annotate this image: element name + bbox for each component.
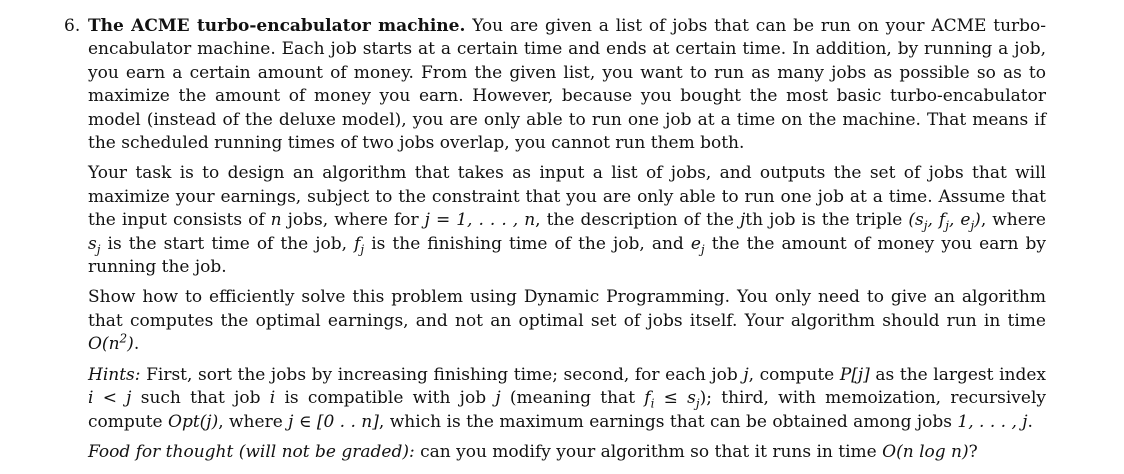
math-j: j xyxy=(740,210,746,231)
math-part: s xyxy=(88,233,97,254)
paragraph-intro xyxy=(88,15,1046,155)
math-bigo-n2 xyxy=(88,331,134,355)
math-fi-le-sj xyxy=(644,388,700,411)
math-part: (s xyxy=(908,210,924,231)
math-j: j xyxy=(495,388,501,409)
hints-text: First, sort the jobs by increasing finishing time; second, for each job xyxy=(140,364,744,385)
math-bigo-nlogn: O(n log n) xyxy=(882,441,969,462)
math-opt: Opt(j) xyxy=(168,411,219,432)
problem-title: The ACME turbo-encabulator machine. xyxy=(88,16,466,36)
hints-text: ); third, with memoization, recursively compute xyxy=(88,388,1046,432)
hints-text: such that job xyxy=(131,388,270,409)
math-jobs-range: 1, . . . , j xyxy=(957,411,1028,432)
math-part: , e xyxy=(948,210,971,231)
paragraph-hints xyxy=(88,364,1046,434)
paragraph-dp xyxy=(88,286,1046,356)
task-text: th job is the triple xyxy=(745,210,909,231)
paragraph-task xyxy=(88,162,1046,279)
task-text: the the amount of money you earn by running the job. xyxy=(88,233,1046,278)
task-text: Your task is to design an algorithm that takes as input a list of jobs, and outputs the set of jobs that will maximize your earnings, subject to the constraint that you are only able to run one job at a time. Assume that the input consists of xyxy=(88,163,1046,231)
math-part: ) xyxy=(974,210,981,231)
math-range: j = 1, . . . , n xyxy=(424,210,536,231)
math-part: e xyxy=(690,233,701,254)
math-pj: P[j] xyxy=(839,364,870,385)
hints-text: , compute xyxy=(748,364,840,385)
math-sup: 2 xyxy=(119,331,128,346)
math-triple xyxy=(908,210,981,233)
math-sub: i xyxy=(650,396,655,411)
task-text: is the start time of the job, xyxy=(100,233,355,254)
math-i: i xyxy=(269,388,276,409)
task-text: jobs, where for xyxy=(281,210,425,231)
task-text: , where xyxy=(980,210,1046,231)
math-j-in-range: j ∈ [0 . . n] xyxy=(288,411,379,432)
math-sub: j xyxy=(970,218,975,233)
math-j: j xyxy=(743,364,749,385)
problem-number: 6. xyxy=(64,16,81,36)
paragraph-food-for-thought xyxy=(88,441,1046,464)
math-fj xyxy=(354,233,365,257)
hints-text: is compatible with job xyxy=(275,388,496,409)
hints-text: , where xyxy=(218,411,289,432)
math-part: ) xyxy=(127,334,134,355)
math-sub: j xyxy=(945,218,949,233)
task-text: is the finishing time of the job, and xyxy=(364,233,691,254)
math-ej xyxy=(690,233,705,257)
math-n: n xyxy=(270,210,282,231)
hints-text: (meaning that xyxy=(500,388,645,409)
math-sub: j xyxy=(700,242,705,257)
food-text: can you modify your algorithm so that it runs in time xyxy=(414,441,883,462)
hints-label: Hints: xyxy=(88,364,141,385)
dp-text: . xyxy=(133,334,140,355)
math-i-less-j: i < j xyxy=(88,388,132,409)
intro-text: You are given a list of jobs that can be run on your ACME turbo-encabulator machine. Each job starts at a certain time and ends at certain time. In addition, by running a job, you earn a certain amount of money. From the given list, you want to run as many jobs as possible so as to maximize the amount of money you earn. However, because you bought the most basic turbo-encabulator model (instead of the deluxe model), you are only able to run one job at a time on the machine. That means if the scheduled running times of two jobs overlap, you cannot run them both. xyxy=(88,16,1047,154)
math-sub: j xyxy=(96,242,101,257)
math-part: f xyxy=(644,388,651,409)
food-label: Food for thought (will not be graded): xyxy=(88,441,415,462)
hints-text: . xyxy=(1027,411,1033,432)
problem-body xyxy=(88,15,1046,464)
math-sub: j xyxy=(695,396,700,411)
math-sub: j xyxy=(360,242,365,257)
food-text: ? xyxy=(968,441,978,462)
math-part: , f xyxy=(927,210,946,231)
math-part: O(n xyxy=(88,334,120,355)
hints-text: , which is the maximum earnings that can be obtained among jobs xyxy=(378,411,958,432)
problem-6 xyxy=(64,15,1048,471)
math-part: ≤ s xyxy=(654,388,696,409)
hints-text: as the largest index xyxy=(869,364,1046,385)
math-part: f xyxy=(354,233,361,254)
math-sub: j xyxy=(923,218,928,233)
task-text: , the description of the xyxy=(535,210,740,231)
dp-text: Show how to efficiently solve this problem using Dynamic Programming. You only need to give an algorithm that computes the optimal earnings, and not an optimal set of jobs itself. Your algorithm should run in time xyxy=(88,287,1046,331)
math-sj xyxy=(88,233,101,257)
